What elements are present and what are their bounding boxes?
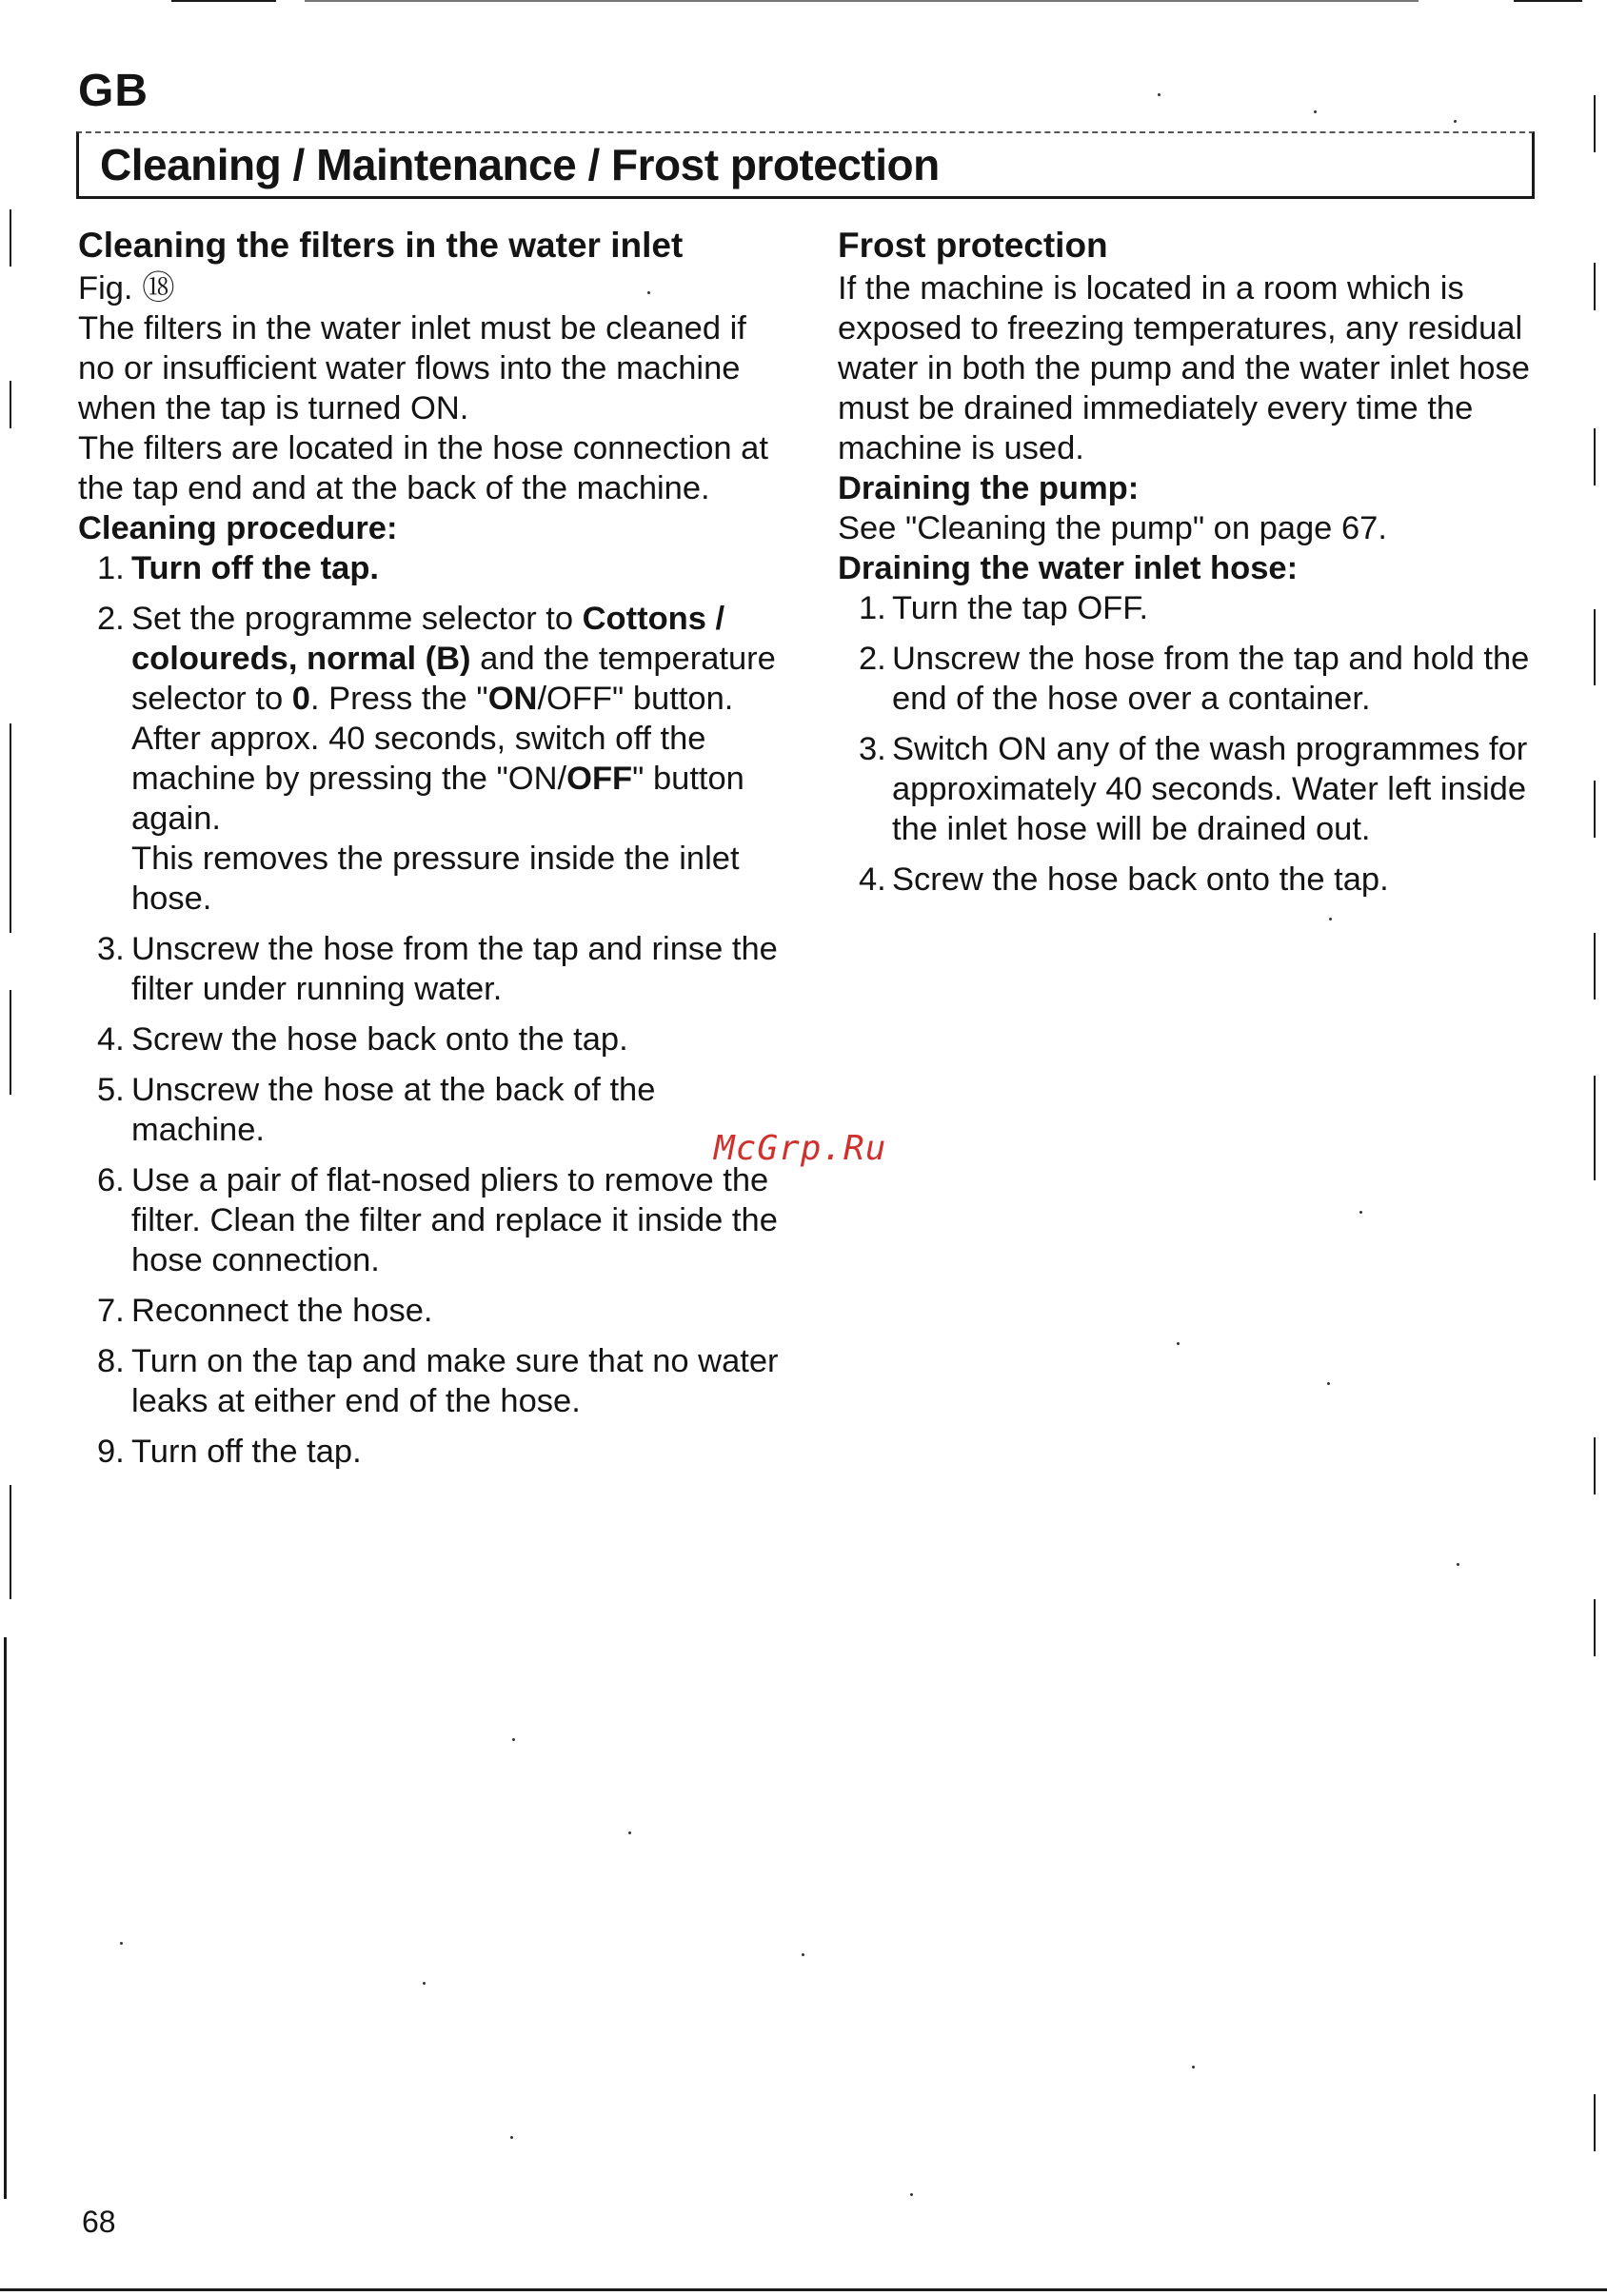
cleaning-step bbox=[78, 548, 783, 588]
step-number: 3. bbox=[859, 731, 886, 767]
scan-speck bbox=[1329, 918, 1332, 920]
scan-edge-right bbox=[1594, 95, 1596, 152]
cleaning-step bbox=[78, 1070, 783, 1150]
scan-edge-right bbox=[1594, 933, 1596, 1000]
draining-step bbox=[838, 729, 1542, 849]
frost-intro: If the machine is located in a room which is exposed to freezing temperatures, any residual water in both the pump and the water inlet hose must be drained immediately every time the machine is used. bbox=[838, 270, 1530, 466]
cleaning-step bbox=[78, 599, 783, 919]
draining-step bbox=[838, 639, 1542, 719]
scan-edge-right bbox=[1594, 609, 1596, 685]
cleaning-steps bbox=[78, 548, 783, 1472]
scan-speck bbox=[910, 2193, 913, 2196]
step-number: 6. bbox=[97, 1162, 125, 1198]
scan-edge-right bbox=[1594, 428, 1596, 485]
procedure-heading: Cleaning procedure: bbox=[78, 510, 398, 546]
pump-heading: Draining the pump: bbox=[838, 470, 1140, 506]
scan-speck bbox=[1327, 1382, 1330, 1385]
scan-edge-right bbox=[1594, 2094, 1596, 2151]
scan-speck bbox=[1454, 120, 1457, 123]
section-title-box bbox=[76, 131, 1535, 199]
scan-edge-right bbox=[1594, 1599, 1596, 1656]
country-code: GB bbox=[78, 66, 149, 116]
step-text: After approx. 40 seconds, switch off the machine by pressing the "ON/ bbox=[131, 721, 706, 797]
scan-speck bbox=[1177, 1342, 1180, 1345]
step-text: and the temperature selector to bbox=[131, 641, 776, 717]
scan-edge-right bbox=[1594, 263, 1596, 310]
scan-speck bbox=[628, 1831, 631, 1834]
scan-edge-right bbox=[1594, 781, 1596, 838]
scan-speck bbox=[1314, 110, 1317, 113]
filters-intro-1: The filters in the water inlet must be cleaned if no or insufficient water flows into the machine when the tap is turned ON. bbox=[78, 310, 746, 426]
scan-speck bbox=[423, 1982, 426, 1985]
step-text: Turn off the tap. bbox=[131, 1434, 362, 1470]
hose-heading: Draining the water inlet hose: bbox=[838, 550, 1299, 586]
scan-speck bbox=[802, 1953, 804, 1956]
step-text: Turn the tap OFF. bbox=[892, 590, 1149, 626]
section-title: Cleaning / Maintenance / Frost protection bbox=[100, 140, 940, 189]
scan-edge-left bbox=[4, 1637, 7, 2199]
step-text: Turn off the tap. bbox=[131, 550, 379, 586]
scan-edge-bottom bbox=[0, 2288, 1607, 2291]
step-text: Screw the hose back onto the tap. bbox=[131, 1021, 628, 1058]
pump-text: See "Cleaning the pump" on page 67. bbox=[838, 510, 1387, 546]
scan-edge-top bbox=[305, 0, 1419, 2]
scan-edge-top-right bbox=[1514, 0, 1582, 2]
cleaning-step bbox=[78, 929, 783, 1009]
draining-steps bbox=[838, 588, 1542, 900]
filters-heading: Cleaning the filters in the water inlet bbox=[78, 226, 684, 265]
step-text: This removes the pressure inside the inlet hose. bbox=[131, 841, 740, 917]
step-text: Set the programme selector to bbox=[131, 601, 583, 637]
step-text: " button again. bbox=[131, 761, 744, 837]
step-number: 7. bbox=[97, 1293, 125, 1329]
step-text: Unscrew the hose from the tap and hold the end of the hose over a container. bbox=[892, 641, 1530, 717]
right-column bbox=[838, 225, 1542, 910]
scan-speck bbox=[120, 1942, 123, 1945]
step-number: 2. bbox=[859, 641, 886, 677]
step-text: Use a pair of flat-nosed pliers to remove the filter. Clean the filter and replace it inside the hose connection. bbox=[131, 1162, 778, 1278]
page-number: 68 bbox=[82, 2205, 116, 2239]
scan-edge-left bbox=[10, 1485, 11, 1599]
figure-reference: Fig. ⑱ bbox=[78, 270, 175, 307]
step-text: Turn on the tap and make sure that no water leaks at either end of the hose. bbox=[131, 1343, 779, 1419]
step-number: 1. bbox=[859, 590, 886, 626]
scan-speck bbox=[1457, 1563, 1459, 1566]
scan-edge-right bbox=[1594, 1437, 1596, 1494]
scan-speck bbox=[512, 1738, 515, 1741]
cleaning-step bbox=[78, 1341, 783, 1421]
on-label: ON bbox=[487, 681, 538, 717]
scan-speck bbox=[510, 2136, 513, 2139]
scan-edge-left bbox=[10, 381, 11, 428]
scan-edge-left bbox=[10, 990, 11, 1095]
programme-name: Cottons / coloureds, normal (B) bbox=[131, 601, 725, 677]
step-text: Reconnect the hose. bbox=[131, 1293, 433, 1329]
step-text: /OFF" button. bbox=[537, 681, 734, 717]
step-number: 1. bbox=[97, 550, 125, 586]
off-label: OFF bbox=[566, 761, 633, 797]
step-text: Screw the hose back onto the tap. bbox=[892, 861, 1389, 898]
step-number: 5. bbox=[97, 1072, 125, 1108]
step-number: 2. bbox=[97, 601, 125, 637]
scan-edge-top bbox=[171, 0, 276, 2]
draining-step bbox=[838, 860, 1542, 900]
temperature-value: 0 bbox=[291, 681, 310, 717]
scan-speck bbox=[1158, 93, 1161, 96]
filters-intro-2: The filters are located in the hose connection at the tap end and at the back of the machine. bbox=[78, 430, 768, 506]
step-number: 3. bbox=[97, 931, 125, 967]
cleaning-step bbox=[78, 1432, 783, 1472]
scan-edge-left bbox=[10, 723, 11, 933]
scan-edge-right bbox=[1594, 1076, 1596, 1180]
step-number: 9. bbox=[97, 1434, 125, 1470]
step-text: Unscrew the hose from the tap and rinse the filter under running water. bbox=[131, 931, 778, 1007]
step-text: Unscrew the hose at the back of the machine. bbox=[131, 1072, 656, 1148]
scan-speck bbox=[1192, 2066, 1195, 2068]
step-number: 8. bbox=[97, 1343, 125, 1379]
left-column bbox=[78, 225, 783, 1482]
step-text: Switch ON any of the wash programmes for approximately 40 seconds. Water left inside the inlet hose will be drained out. bbox=[892, 731, 1528, 847]
cleaning-step bbox=[78, 1019, 783, 1059]
scan-edge-left bbox=[10, 209, 11, 267]
watermark: McGrp.Ru bbox=[714, 1129, 887, 1168]
step-number: 4. bbox=[859, 861, 886, 898]
draining-step bbox=[838, 588, 1542, 628]
step-number: 4. bbox=[97, 1021, 125, 1058]
cleaning-step bbox=[78, 1291, 783, 1331]
step-text: . Press the " bbox=[309, 681, 488, 717]
cleaning-step bbox=[78, 1160, 783, 1280]
frost-heading: Frost protection bbox=[838, 226, 1108, 265]
scan-speck bbox=[1359, 1211, 1362, 1214]
